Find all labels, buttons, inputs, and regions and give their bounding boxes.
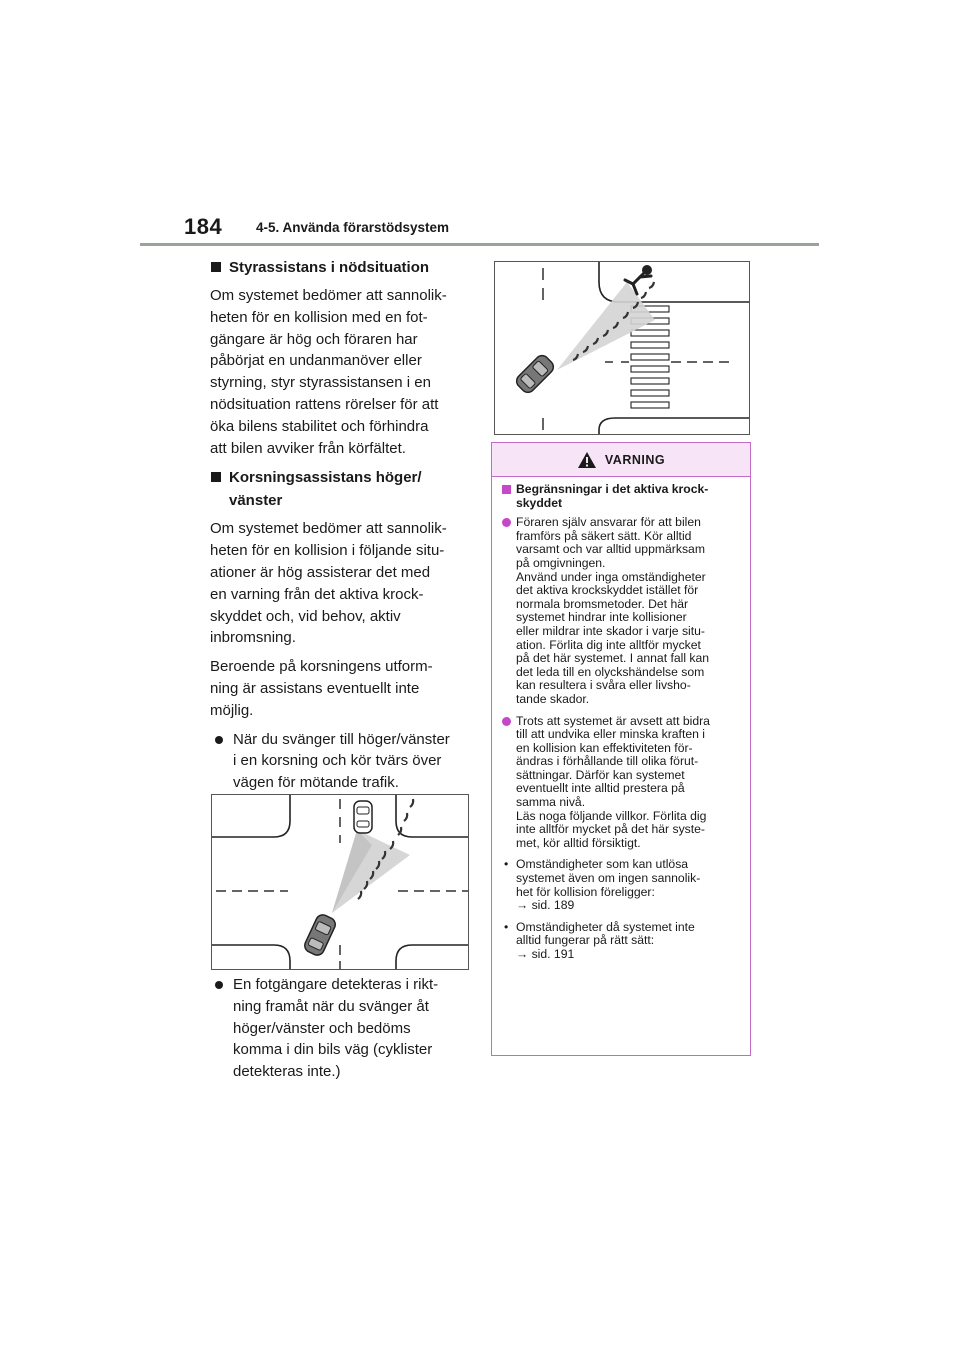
- list-item: • Omständigheter då systemet inte alltid fungerar på rätt sätt: → sid. 191: [504, 919, 695, 961]
- warning-title: Begränsningar i det aktiva krock- skyddet: [502, 483, 742, 510]
- page-reference-link[interactable]: → sid. 191: [516, 947, 575, 961]
- list-item: En fotgängare detekteras i rikt- ning framåt när du svänger åt höger/vänster och bedöms komma i din bils väg (cyklister detekteras inte.): [210, 974, 472, 1083]
- bullet-dot-icon: [215, 736, 223, 744]
- pedestrian-crossing-illustration: [494, 261, 750, 435]
- header-rule: [140, 243, 819, 246]
- list-item: Trots att systemet är avsett att bidra till att undvika eller minska kraften i en kollision kan effektiviteten för- ändras i förhållande till olika förut- sättningar. Därför kan systemet eventuellt inte alltid prestera på samma nivå. Läs noga följande villkor. Förlita dig inte alltför mycket på det här syste- met, kör alltid försiktigt.: [502, 715, 742, 851]
- bullet-dot-icon: [502, 518, 511, 527]
- square-bullet-icon: [211, 262, 221, 272]
- warning-label: VARNING: [604, 452, 666, 467]
- paragraph-intersection: Om systemet bedömer att sannolik- heten för en kollision i följande situ- ationer är hög assisterar det med en varning från det aktiva krock- skyddet och, vid behov, aktiv inbromsning.: [210, 520, 447, 647]
- warning-triangle-icon: [577, 451, 597, 469]
- chapter-title: 4-5. Använda förarstödsystem: [256, 220, 450, 235]
- intersection-turn-illustration: [211, 794, 469, 970]
- bullet-dot-icon: [215, 981, 223, 989]
- paragraph-intersection-note: Beroende på korsningens utform- ning är assistans eventuellt inte möjlig.: [210, 658, 433, 719]
- paragraph-emergency-steering: Om systemet bedömer att sannolik- heten för en kollision med en fot- gängare är hög och föraren har påbörjat en undanmanöver eller styrning, styr styrassistansen i en nödsituation rattens rörelser för att öka bilens stabilitet och förhindra att bilen avviker från körfältet.: [210, 287, 447, 457]
- square-bullet-icon: [211, 472, 221, 482]
- warning-box: [491, 442, 751, 1056]
- bullet-dot-icon: [502, 717, 511, 726]
- page-number: 184: [184, 214, 223, 239]
- warning-header: [492, 443, 750, 477]
- page-reference-link[interactable]: → sid. 189: [516, 898, 575, 913]
- section-heading-intersection: Korsningsassistans höger/ vänster: [210, 466, 472, 512]
- left-column: [210, 256, 472, 801]
- list-item: Föraren själv ansvarar för att bilen framförs på säkert sätt. Kör alltid varsamt och var alltid uppmärksam på omgivningen. Använd under inga omständigheter det aktiva krockskyddet istället för normala bromsmetoder. Det här systemet hindrar inte kollisioner eller mildrar inte skador i varje situ- ation. Förlita dig inte alltför mycket på det här systemet. I annat fall kan det leda till en olyckshändelse som kan resultera i svåra eller livsho- tande skador.: [502, 516, 742, 706]
- list-item: När du svänger till höger/vänster i en korsning och kör tvärs över vägen för mötande trafik.: [210, 729, 472, 794]
- section-heading-emergency-steering: Styrassistans i nödsituation: [210, 256, 472, 279]
- list-item: • Omständigheter som kan utlösa systemet även om ingen sannolik- het för kollision föreligger: → sid. 189: [504, 857, 701, 913]
- square-bullet-icon: [502, 485, 511, 494]
